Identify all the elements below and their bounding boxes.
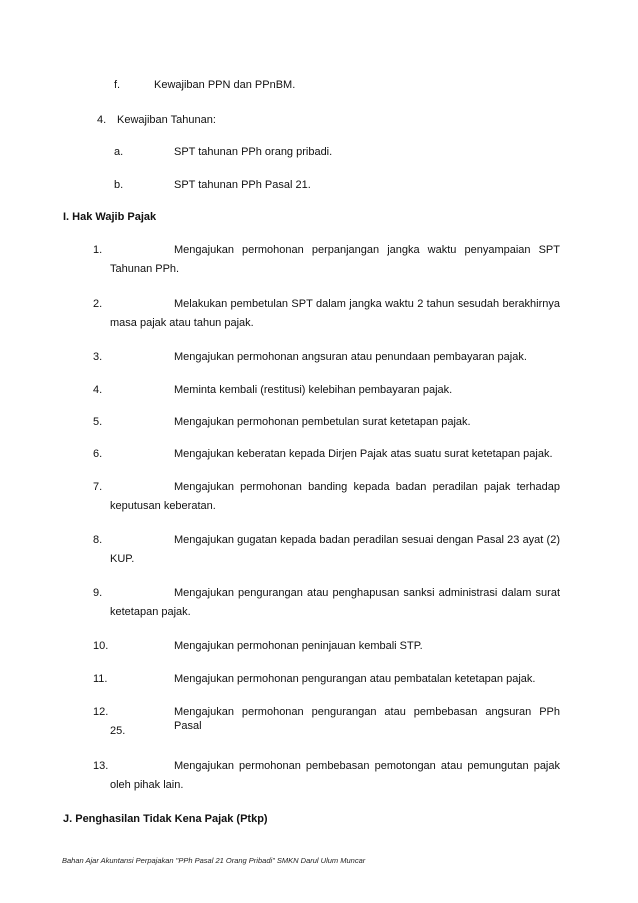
- section-heading: J. Penghasilan Tidak Kena Pajak (Ptkp): [63, 813, 268, 825]
- item-text-line1: Mengajukan keberatan kepada Dirjen Pajak atas suatu surat ketetapan pajak.: [174, 448, 553, 460]
- item-text-line2: keputusan keberatan.: [110, 500, 216, 512]
- item-text-line1: Mengajukan permohonan pembebasan pemotongan atau pemungutan pajak: [174, 760, 560, 772]
- item-text-line2: ketetapan pajak.: [110, 606, 191, 618]
- item-number: 9.: [93, 587, 103, 599]
- list-marker: a.: [114, 146, 124, 158]
- list-item-text: Kewajiban PPN dan PPnBM.: [154, 79, 296, 91]
- item-text-line1: Melakukan pembetulan SPT dalam jangka waktu 2 tahun sesudah berakhirnya: [174, 298, 560, 310]
- item-text-line2: Tahunan PPh.: [110, 263, 180, 275]
- item-number: 7.: [93, 481, 103, 493]
- item-text-line1: Mengajukan permohonan pembetulan surat ketetapan pajak.: [174, 416, 471, 428]
- item-text-line1: Mengajukan permohonan banding kepada badan peradilan pajak terhadap: [174, 481, 560, 493]
- list-marker: b.: [114, 179, 124, 191]
- item-text-line1: Mengajukan gugatan kepada badan peradilan sesuai dengan Pasal 23 ayat (2): [174, 534, 560, 546]
- list-item-text: SPT tahunan PPh Pasal 21.: [174, 179, 311, 191]
- item-text-line2: 25.: [110, 725, 126, 737]
- item-text-line1: Mengajukan permohonan peninjauan kembali STP.: [174, 640, 423, 652]
- item-number: 3.: [93, 351, 103, 363]
- item-number: 13.: [93, 760, 109, 772]
- list-item-text: Kewajiban Tahunan:: [117, 114, 216, 126]
- page-footer: Bahan Ajar Akuntansi Perpajakan "PPh Pasal 21 Orang Pribadi" SMKN Darul Ulum Muncar: [62, 856, 366, 865]
- item-number: 8.: [93, 534, 103, 546]
- item-text-line1: Mengajukan permohonan angsuran atau penundaan pembayaran pajak.: [174, 351, 527, 363]
- item-number: 5.: [93, 416, 103, 428]
- section-heading: I. Hak Wajib Pajak: [63, 211, 157, 223]
- list-marker: 4.: [97, 114, 107, 126]
- item-text-line1: Mengajukan permohonan pengurangan atau pembatalan ketetapan pajak.: [174, 673, 536, 685]
- item-text-line2: KUP.: [110, 553, 135, 565]
- item-number: 1.: [93, 244, 103, 256]
- item-number: 6.: [93, 448, 103, 460]
- item-number: 11.: [93, 673, 108, 685]
- list-marker: f.: [114, 79, 121, 91]
- item-text-line2: masa pajak atau tahun pajak.: [110, 317, 254, 329]
- item-number: 12.: [93, 706, 109, 718]
- list-item-text: SPT tahunan PPh orang pribadi.: [174, 146, 333, 158]
- item-number: 2.: [93, 298, 103, 310]
- item-number: 4.: [93, 384, 103, 396]
- item-text-line2: oleh pihak lain.: [110, 779, 184, 791]
- item-text-line1: Meminta kembali (restitusi) kelebihan pembayaran pajak.: [174, 384, 453, 396]
- item-text-line1: Mengajukan permohonan pengurangan atau pembebasan angsuran PPh Pasal: [174, 706, 560, 732]
- item-number: 10.: [93, 640, 109, 652]
- item-text-line1: Mengajukan permohonan perpanjangan jangka waktu penyampaian SPT: [174, 244, 560, 256]
- item-text-line1: Mengajukan pengurangan atau penghapusan sanksi administrasi dalam surat: [174, 587, 560, 599]
